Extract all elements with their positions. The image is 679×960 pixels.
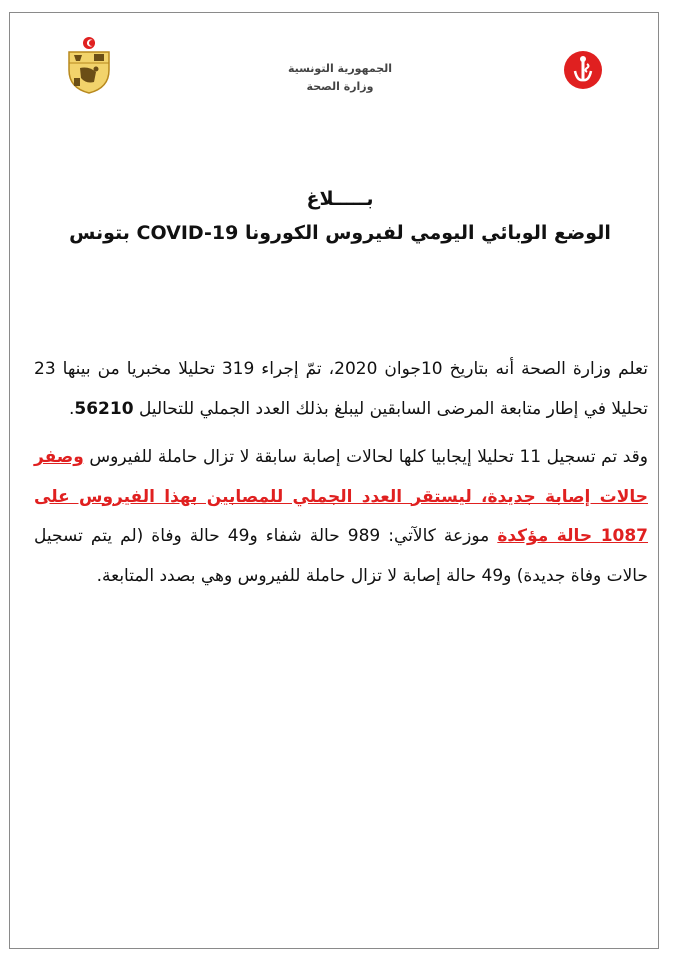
health-ministry-logo-icon	[563, 50, 603, 90]
highlighted-statement: وصفر حالات إصابة جديدة، ليستقر العدد الجملي للمصابين بهذا الفيروس على 1087 حالة مؤكدة	[34, 447, 649, 546]
paragraph-2-text: وقد تم تسجيل 11 تحليلا إيجابيا كلها لحالات إصابة سابقة لا تزال حاملة للفيروس	[89, 447, 648, 467]
paragraph-2	[34, 438, 648, 596]
total-tests-value: 56210	[74, 398, 134, 419]
paragraph-1	[34, 350, 648, 429]
ministry-name: وزارة الصحة	[306, 80, 374, 93]
document-title: الوضع الوبائي اليومي لفيروس الكورونا COVID-19 بتونس	[69, 222, 611, 244]
paragraph-1-text: تعلم وزارة الصحة أنه بتاريخ 10جوان 2020، تمّ إجراء 319 تحليلا مخبريا من بينها 23 تحليلا في إطار متابعة المرضى السابقين ليبلغ بذلك العدد الجملي للتحاليل	[34, 359, 648, 419]
paragraph-2-end: موزعة كالآتي: 989 حالة شفاء و49 حالة وفاة (لم يتم تسجيل حالات وفاة جديدة) و49 حالة إصابة لا تزال حاملة للفيروس وهي بصدد المتابعة.	[34, 526, 648, 586]
paragraph-1-end: .	[68, 398, 75, 419]
letterhead-text	[240, 60, 440, 96]
title-block	[40, 182, 640, 250]
body-text	[34, 350, 648, 605]
tunisia-coat-of-arms-icon	[66, 36, 112, 94]
republic-name: الجمهورية التونسية	[287, 62, 393, 75]
letterhead	[0, 0, 679, 120]
announcement-heading: بـــــلاغ	[306, 188, 374, 210]
